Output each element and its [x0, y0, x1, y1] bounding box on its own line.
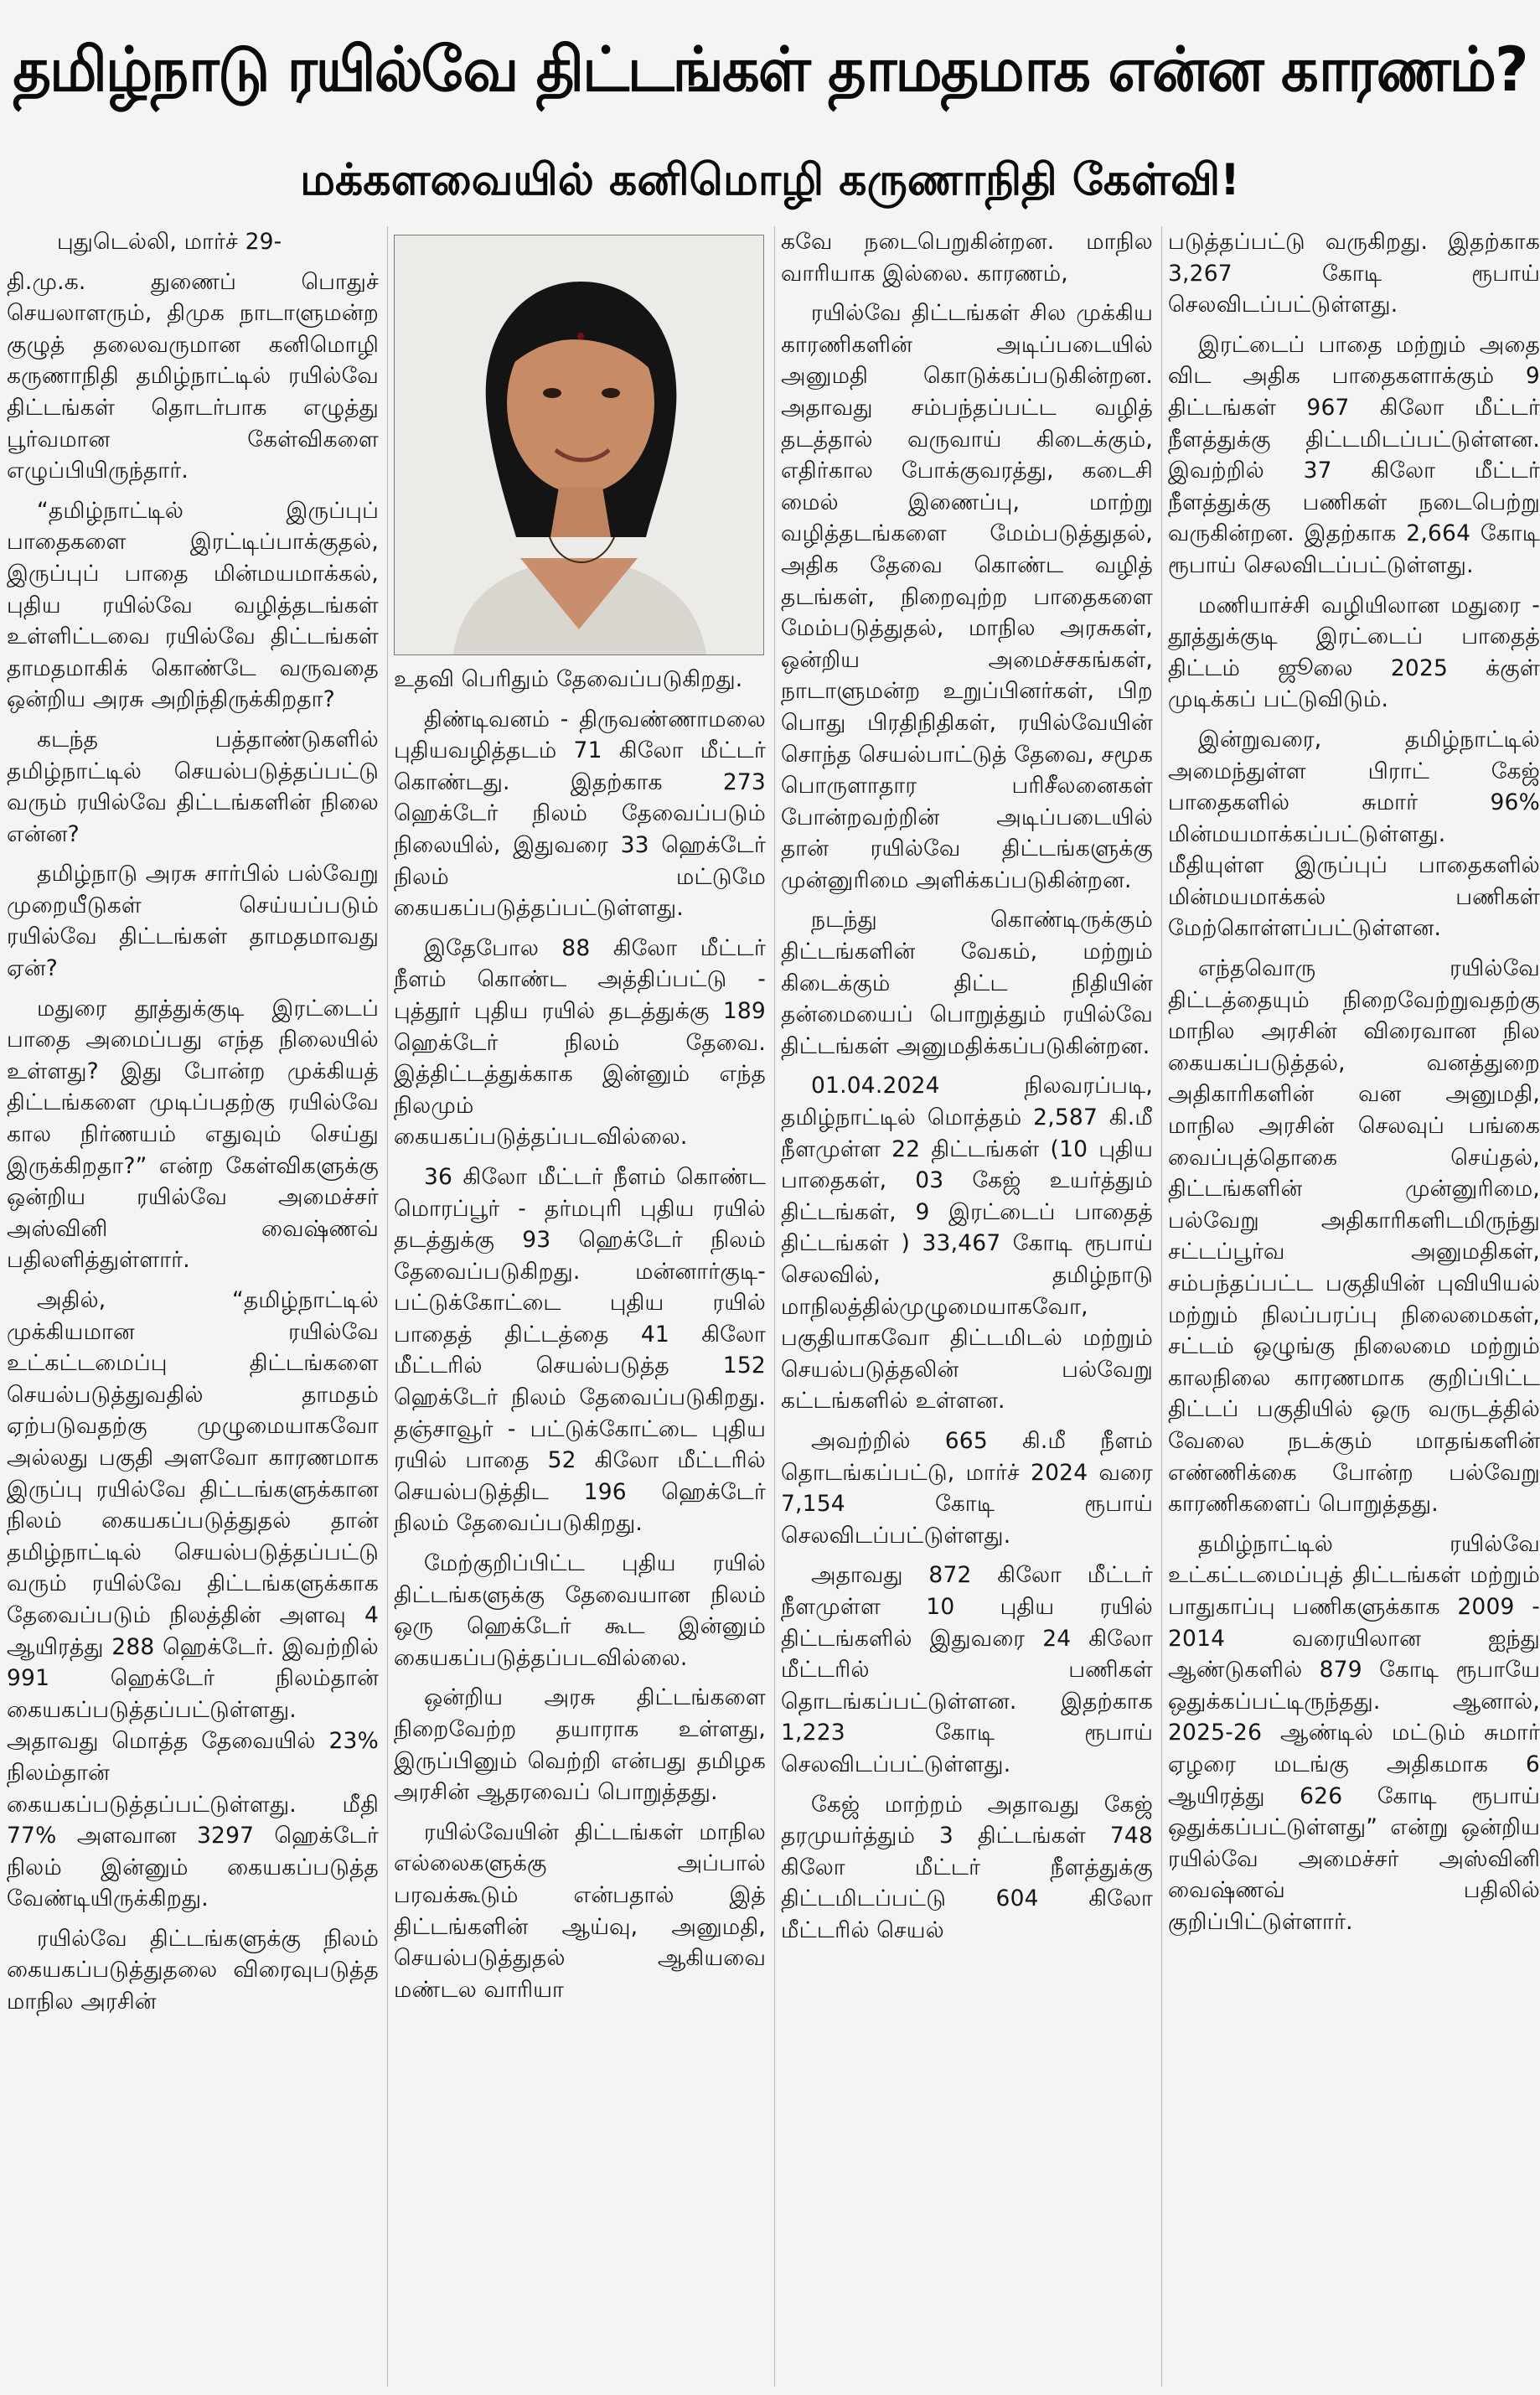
paragraph: இரட்டைப் பாதை மற்றும் அதை விட அதிக பாதைகளாக்கும் 9 திட்டங்கள் 967 கிலோ மீட்டர் நீளத்துக்கு திட்டமிடப்பட்டுள்ளன. இவற்றில் 37 கிலோ மீட்டர் நீளத்துக்கு பணிகள் நடைபெற்று வருகின்றன. இதற்காக 2,664 கோடி ரூபாய் செலவிடப்பட்டுள்ளது.	[1168, 331, 1540, 578]
paragraph: தமிழ்நாடு அரசு சார்பில் பல்வேறு முறையீடுகள் செய்யப்படும் ரயில்வே திட்டங்கள் தாமதமாவது ஏன்?	[7, 861, 379, 982]
subheadline: மக்களவையில் கனிமொழி கருணாநிதி கேள்வி!	[300, 155, 1240, 205]
column-rule	[1161, 226, 1162, 2387]
article-column-4	[1168, 226, 1540, 1946]
article-column-1	[7, 226, 379, 2026]
column-rule	[387, 226, 388, 2387]
paragraph: அவற்றில் 665 கி.மீ நீளம் தொடங்கப்பட்டு, மார்ச் 2024 வரை 7,154 கோடி ரூபாய் செலவிடப்பட்டுள்ளது.	[781, 1427, 1153, 1549]
paragraph: இன்றுவரை, தமிழ்நாட்டில் அமைந்துள்ள பிராட் கேஜ் பாதைகளில் சுமார் 96% மின்மயமாக்கப்பட்டுள்ளது. மீதியுள்ள இருப்புப் பாதைகளில் மின்மயமாக்கல் பணிகள் மேற்கொள்ளப்பட்டுள்ளன.	[1168, 726, 1540, 942]
portrait-photo-icon	[395, 235, 763, 654]
portrait-photo	[394, 235, 764, 655]
article-column-2	[394, 664, 766, 2014]
paragraph: உதவி பெரிதும் தேவைப்படுகிறது.	[394, 666, 743, 692]
paragraph: ரயில்வே திட்டங்களுக்கு நிலம் கையகப்படுத்துதலை விரைவுபடுத்த மாநில அரசின்	[7, 1925, 379, 2015]
paragraph: கேஜ் மாற்றம் அதாவது கேஜ் தரமுயர்த்தும் 3 திட்டங்கள் 748 கிலோ மீட்டர் நீளத்துக்கு திட்டமிடப்பட்டு 604 கிலோ மீட்டரில் செயல்	[781, 1791, 1153, 1943]
paragraph: தமிழ்நாட்டில் ரயில்வே உட்கட்டமைப்புத் திட்டங்கள் மற்றும் பாதுகாப்பு பணிகளுக்காக 2009 - 2014 வரையிலான ஐந்து ஆண்டுகளில் 879 கோடி ரூபாயே ஒதுக்கப்பட்டிருந்தது. ஆனால், 2025-26 ஆண்டில் மட்டும் சுமார் ஏழரை மடங்கு அதிகமாக 6 ஆயிரத்து 626 கோடி ரூபாய் ஒதுக்கப்பட்டுள்ளது” என்று ஒன்றிய ரயில்வே அமைச்சர் அஸ்வினி வைஷ்ணவ் பதிலில் குறிப்பிட்டுள்ளார்.	[1168, 1530, 1540, 1935]
paragraph: கடந்த பத்தாண்டுகளில் தமிழ்நாட்டில் செயல்படுத்தப்பட்டு வரும் ரயில்வே திட்டங்களின் நிலை என்ன?	[7, 726, 379, 847]
article-column-3	[781, 226, 1153, 1954]
paragraph: தி.மு.க. துணைப் பொதுச் செயலாளரும், திமுக நாடாளுமன்ற குழுத் தலைவருமான கனிமொழி கருணாநிதி தமிழ்நாட்டில் ரயில்வே திட்டங்கள் தொடர்பாக எழுத்து பூர்வமான கேள்விகளை எழுப்பியிருந்தார்.	[7, 268, 379, 484]
paragraph: படுத்தப்பட்டு வருகிறது. இதற்காக 3,267 கோடி ரூபாய் செலவிடப்பட்டுள்ளது.	[1168, 229, 1540, 318]
headline: தமிழ்நாடு ரயில்வே திட்டங்கள் தாமதமாக என்ன காரணம்?	[13, 33, 1527, 106]
paragraph: எந்தவொரு ரயில்வே திட்டத்தையும் நிறைவேற்றுவதற்கு மாநில அரசின் விரைவான நில கையகப்படுத்தல், வனத்துறை அதிகாரிகளின் வன அனுமதி, மாநில அரசின் செலவுப் பங்கை வைப்புத்தொகை செய்தல், திட்டங்களின் முன்னுரிமை, பல்வேறு அதிகாரிகளிடமிருந்து சட்டப்பூர்வ அனுமதிகள், சம்பந்தப்பட்ட பகுதியின் புவியியல் மற்றும் நிலப்பரப்பு நிலைமைகள், சட்டம் ஒழுங்கு நிலைமை மற்றும் காலநிலை காரணமாக குறிப்பிட்ட திட்டப் பகுதியில் ஒரு வருடத்தில் வேலை நடக்கும் மாதங்களின் எண்ணிக்கை போன்ற பல்வேறு காரணிகளைப் பொறுத்தது.	[1168, 955, 1540, 1518]
paragraph: ரயில்வே திட்டங்கள் சில முக்கிய காரணிகளின் அடிப்படையில் அனுமதி கொடுக்கப்படுகின்றன. அதாவது சம்பந்தப்பட்ட வழித் தடத்தால் வருவாய் கிடைக்கும், எதிர்கால போக்குவரத்து, கடைசி மைல் இணைப்பு, மாற்று வழித்தடங்களை மேம்படுத்துதல், அதிக தேவை கொண்ட வழித் தடங்கள், நிறைவுற்ற பாதைகளை மேம்படுத்துதல், மாநில அரசுகள், ஒன்றிய அமைச்சகங்கள், நாடாளுமன்ற உறுப்பினர்கள், பிற பொது பிரதிநிதிகள், ரயில்வேயின் சொந்த செயல்பாட்டுத் தேவை, சமூக பொருளாதார பரிசீலனைகள் போன்றவற்றின் அடிப்படையில் தான் ரயில்வே திட்டங்களுக்கு முன்னுரிமை அளிக்கப்படுகின்றன.	[781, 300, 1153, 893]
paragraph: மணியாச்சி வழியிலான மதுரை - தூத்துக்குடி இரட்டைப் பாதைத் திட்டம் ஜூலை 2025 க்குள் முடிக்கப் பட்டுவிடும்.	[1168, 592, 1540, 713]
paragraph: புதுடெல்லி, மார்ச் 29-	[57, 229, 282, 255]
column-rule	[774, 226, 775, 2387]
paragraph: இதேபோல 88 கிலோ மீட்டர் நீளம் கொண்ட அத்திப்பட்டு - புத்தூர் புதிய ரயில் தடத்துக்கு 189 ஹெக்டேர் நிலம் தேவை. இத்திட்டத்துக்காக இன்னும் எந்த நிலமும் கையகப்படுத்தப்படவில்லை.	[394, 934, 766, 1151]
paragraph: ஒன்றிய அரசு திட்டங்களை நிறைவேற்ற தயாராக உள்ளது, இருப்பினும் வெற்றி என்பது தமிழக அரசின் ஆதரவைப் பொறுத்தது.	[394, 1684, 766, 1806]
paragraph: 01.04.2024 நிலவரப்படி, தமிழ்நாட்டில் மொத்தம் 2,587 கி.மீ நீளமுள்ள 22 திட்டங்கள் (10 புதிய பாதைகள், 03 கேஜ் உயர்த்தும் திட்டங்கள், 9 இரட்டைப் பாதைத் திட்டங்கள் ) 33,467 கோடி ரூபாய் செலவில், தமிழ்நாடு மாநிலத்தில்முழுமையாகவோ, பகுதியாகவோ திட்டமிடல் மற்றும் செயல்படுத்தலின் பல்வேறு கட்டங்களில் உள்ளன.	[781, 1073, 1153, 1415]
paragraph: அதாவது 872 கிலோ மீட்டர் நீளமுள்ள 10 புதிய ரயில் திட்டங்களில் இதுவரை 24 கிலோ மீட்டரில் பணிகள் தொடங்கப்பட்டுள்ளன. இதற்காக 1,223 கோடி ரூபாய் செலவிடப்பட்டுள்ளது.	[781, 1562, 1153, 1777]
paragraph: 36 கிலோ மீட்டர் நீளம் கொண்ட மொரப்பூர் - தர்மபுரி புதிய ரயில் தடத்துக்கு 93 ஹெக்டேர் நிலம் தேவைப்படுகிறது. மன்னார்குடி-பட்டுக்கோட்டை புதிய ரயில் பாதைத் திட்டத்தை 41 கிலோ மீட்டரில் செயல்படுத்த 152 ஹெக்டேர் நிலம் தேவைப்படுகிறது. தஞ்சாவூர் - பட்டுக்கோட்டை புதிய ரயில் பாதை 52 கிலோ மீட்டரில் செயல்படுத்திட 196 ஹெக்டேர் நிலம் தேவைப்படுகிறது.	[394, 1163, 766, 1537]
paragraph: அதில், “தமிழ்நாட்டில் முக்கியமான ரயில்வே உட்கட்டமைப்பு திட்டங்களை செயல்படுத்துவதில் தாமதம் ஏற்படுவதற்கு முழுமையாகவோ அல்லது பகுதி அளவோ காரணமாக இருப்பு ரயில்வே திட்டங்களுக்கான நிலம் கையகப்படுத்துதல் தான் தமிழ்நாட்டில் செயல்படுத்தப்பட்டு வரும் ரயில்வே திட்டங்களுக்காக தேவைப்படும் நிலத்தின் அளவு 4 ஆயிரத்து 288 ஹெக்டேர். இவற்றில் 991 ஹெக்டேர் நிலம்தான் கையகப்படுத்தப்பட்டுள்ளது. அதாவது மொத்த தேவையில் 23% நிலம்தான் கையகப்படுத்தப்பட்டுள்ளது. மீதி 77% அளவான 3297 ஹெக்டேர் நிலம் இன்னும் கையகப்படுத்த வேண்டியிருக்கிறது.	[7, 1287, 379, 1912]
paragraph: ரயில்வேயின் திட்டங்கள் மாநில எல்லைகளுக்கு அப்பால் பரவக்கூடும் என்பதால் இத் திட்டங்களின் ஆய்வு, அனுமதி, செயல்படுத்துதல் ஆகியவை மண்டல வாரியா	[394, 1818, 766, 2003]
paragraph: மதுரை தூத்துக்குடி இரட்டைப் பாதை அமைப்பது எந்த நிலையில் உள்ளது? இது போன்ற முக்கியத் திட்டங்களை முடிப்பதற்கு ரயில்வே கால நிர்ணயம் எதுவும் செய்து இருக்கிறதா?” என்ற கேள்விகளுக்கு ஒன்றிய ரயில்வே அமைச்சர் அஸ்வினி வைஷ்ணவ் பதிலளித்துள்ளார்.	[7, 995, 379, 1274]
paragraph: மேற்குறிப்பிட்ட புதிய ரயில் திட்டங்களுக்கு தேவையான நிலம் ஒரு ஹெக்டேர் கூட இன்னும் கையகப்படுத்தப்படவில்லை.	[394, 1550, 766, 1671]
paragraph: “தமிழ்நாட்டில் இருப்புப் பாதைகளை இரட்டிப்பாக்குதல், இருப்புப் பாதை மின்மயமாக்கல், புதிய ரயில்வே வழித்தடங்கள் உள்ளிட்டவை ரயில்வே திட்டங்கள் தாமதமாகிக் கொண்டே வருவதை ஒன்றிய அரசு அறிந்திருக்கிறதா?	[7, 497, 379, 713]
paragraph: நடந்து கொண்டிருக்கும் திட்டங்களின் வேகம், மற்றும் கிடைக்கும் திட்ட நிதியின் தன்மையைப் பொறுத்தும் ரயில்வே திட்டங்கள் அனுமதிக்கப்படுகின்றன.	[781, 907, 1153, 1059]
paragraph: திண்டிவனம் - திருவண்ணாமலை புதியவழித்தடம் 71 கிலோ மீட்டர் கொண்டது. இதற்காக 273 ஹெக்டேர் நிலம் தேவைப்படும் நிலையில், இதுவரை 33 ஹெக்டேர் நிலம் மட்டுமே கையகப்படுத்தப்பட்டுள்ளது.	[394, 706, 766, 922]
paragraph: கவே நடைபெறுகின்றன. மாநில வாரியாக இல்லை. காரணம்,	[781, 229, 1153, 287]
